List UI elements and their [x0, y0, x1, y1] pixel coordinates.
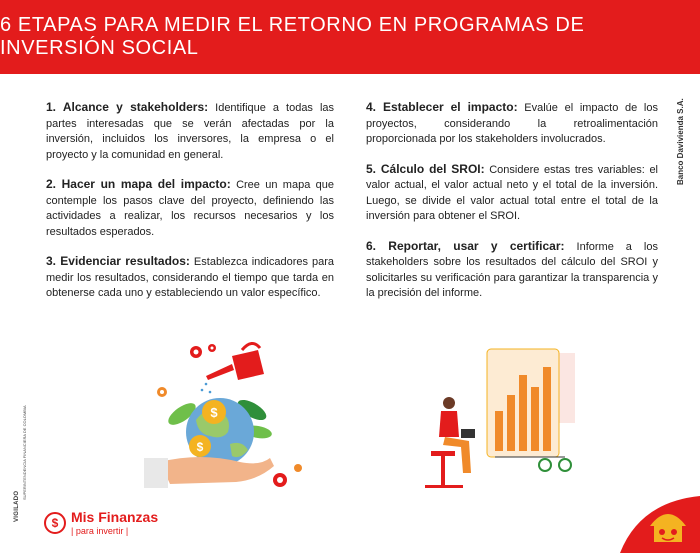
step-4-heading: 4. Establecer el impacto:	[366, 100, 518, 114]
step-5	[366, 162, 658, 225]
step-1-heading: 1. Alcance y stakeholders:	[46, 100, 209, 114]
mis-finanzas-logo	[44, 510, 158, 536]
step-4-text: Evalúe el impacto de los proyectos, considerando la retroalimentación proporcionada por los stakeholders involucrados.	[366, 102, 658, 145]
step-6-text: Informe a los stakeholders sobre los resultados del cálculo del SROI y solicitarles su verificación para garantizar la transparencia y la precisión del informe.	[366, 240, 658, 299]
header-banner	[0, 0, 700, 74]
step-5-heading: 5. Cálculo del SROI:	[366, 161, 485, 176]
superintendencia-label: SUPERINTENDENCIA FINANCIERA DE COLOMBIA	[22, 405, 27, 500]
step-3-heading: 3. Evidenciar resultados:	[46, 254, 190, 268]
side-brand-text: Banco Davivienda S.A.	[676, 98, 685, 185]
logo-title: Mis Finanzas	[71, 509, 159, 525]
step-4	[366, 100, 658, 148]
hand-icon	[144, 457, 274, 488]
step-3-text: Establezca indicadores para medir los resultados, considerando el tiempo que tarda en obtenerse cada uno y estableciendo un valor específico.	[46, 256, 334, 299]
step-2	[46, 177, 334, 240]
step-2-text: Cree un mapa que contemple los pasos clave del proyecto, definiendo las actividades a realizar, los recursos necesarios y los resultados esperados.	[46, 179, 335, 238]
svg-text:$: $	[210, 405, 218, 420]
step-1-text: Identifique a todas las partes interesadas que se verán afectadas por la inversión, incluidos los inversores, la empresa o el proyecto y la comunidad en general.	[46, 102, 335, 161]
analysis-illustration	[405, 345, 580, 495]
steps-column-right	[366, 100, 658, 316]
step-6	[366, 239, 658, 302]
house-logo-icon	[620, 490, 700, 553]
person-laptop-icon	[425, 397, 475, 488]
page-title: 6 ETAPAS PARA MEDIR EL RETORNO EN PROGRAMAS DE INVERSIÓN SOCIAL	[0, 14, 585, 59]
step-5-text: Considere estas tres variables: el valor actual, el valor actual neto y el total de la inversión. Luego, se divide el valor actual total entre el total de la inversión para obtener el SROI.	[366, 163, 659, 222]
steps-column-left	[46, 100, 334, 316]
investment-illustration	[140, 340, 330, 500]
vigilado-label: VIGILADO	[14, 490, 20, 522]
step-1	[46, 100, 334, 163]
step-3	[46, 254, 334, 302]
step-6-heading: 6. Reportar, usar y certificar:	[366, 238, 565, 253]
step-2-heading: 2. Hacer un mapa del impacto:	[46, 177, 231, 191]
dollar-icon: $	[44, 512, 66, 534]
svg-text:$: $	[196, 440, 204, 454]
logo-tagline: | para invertir |	[71, 526, 129, 536]
